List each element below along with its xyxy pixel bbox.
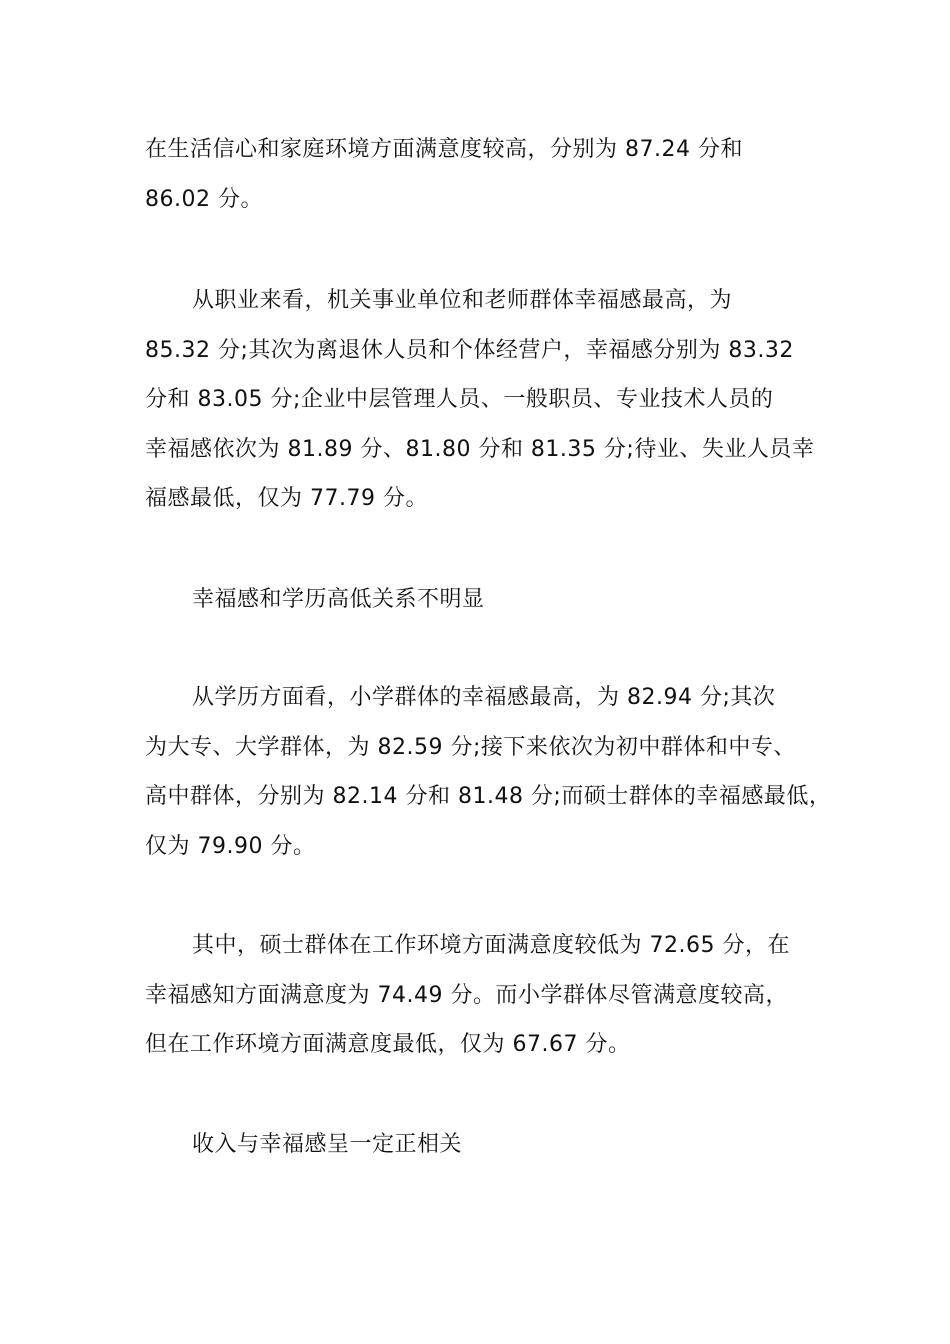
paragraph-education [145,673,832,871]
text-line: 从学历方面看，小学群体的幸福感最高，为 82.94 分;其次 [192,685,776,710]
text-line: 86.02 分。 [145,186,263,212]
heading-text: 幸福感和学历高低关系不明显 [192,587,485,612]
text-line: 为大专、大学群体，为 82.59 分;接下来依次为初中群体和中专、 [145,734,796,760]
paragraph-master-group [145,921,810,1070]
paragraph-life-confidence [145,125,810,224]
paragraph-occupation [145,276,815,524]
text-line: 其中，硕士群体在工作环境方面满意度较低为 72.65 分，在 [192,933,790,958]
section-heading-education [145,575,810,625]
text-line: 福感最低，仅为 77.79 分。 [145,486,428,511]
text-line: 85.32 分;其次为离退休人员和个体经营户，幸福感分别为 83.32 [145,337,794,363]
section-heading-income [145,1120,810,1170]
heading-text: 收入与幸福感呈一定正相关 [192,1132,463,1157]
text-line: 幸福感依次为 81.89 分、81.80 分和 81.35 分;待业、失业人员幸 [145,436,815,462]
text-line: 分和 83.05 分;企业中层管理人员、一般职员、专业技术人员的 [145,387,774,412]
text-line: 从职业来看，机关事业单位和老师群体幸福感最高，为 [192,288,733,313]
text-line: 在生活信心和家庭环境方面满意度较高，分别为 87.24 分和 [145,137,743,162]
text-line: 但在工作环境方面满意度最低，仅为 67.67 分。 [145,1032,631,1057]
text-line: 仅为 79.90 分。 [145,833,316,859]
text-line: 幸福感知方面满意度为 74.49 分。而小学群体尽管满意度较高， [145,982,788,1008]
text-line: 高中群体，分别为 82.14 分和 81.48 分;而硕士群体的幸福感最低， [145,784,832,809]
